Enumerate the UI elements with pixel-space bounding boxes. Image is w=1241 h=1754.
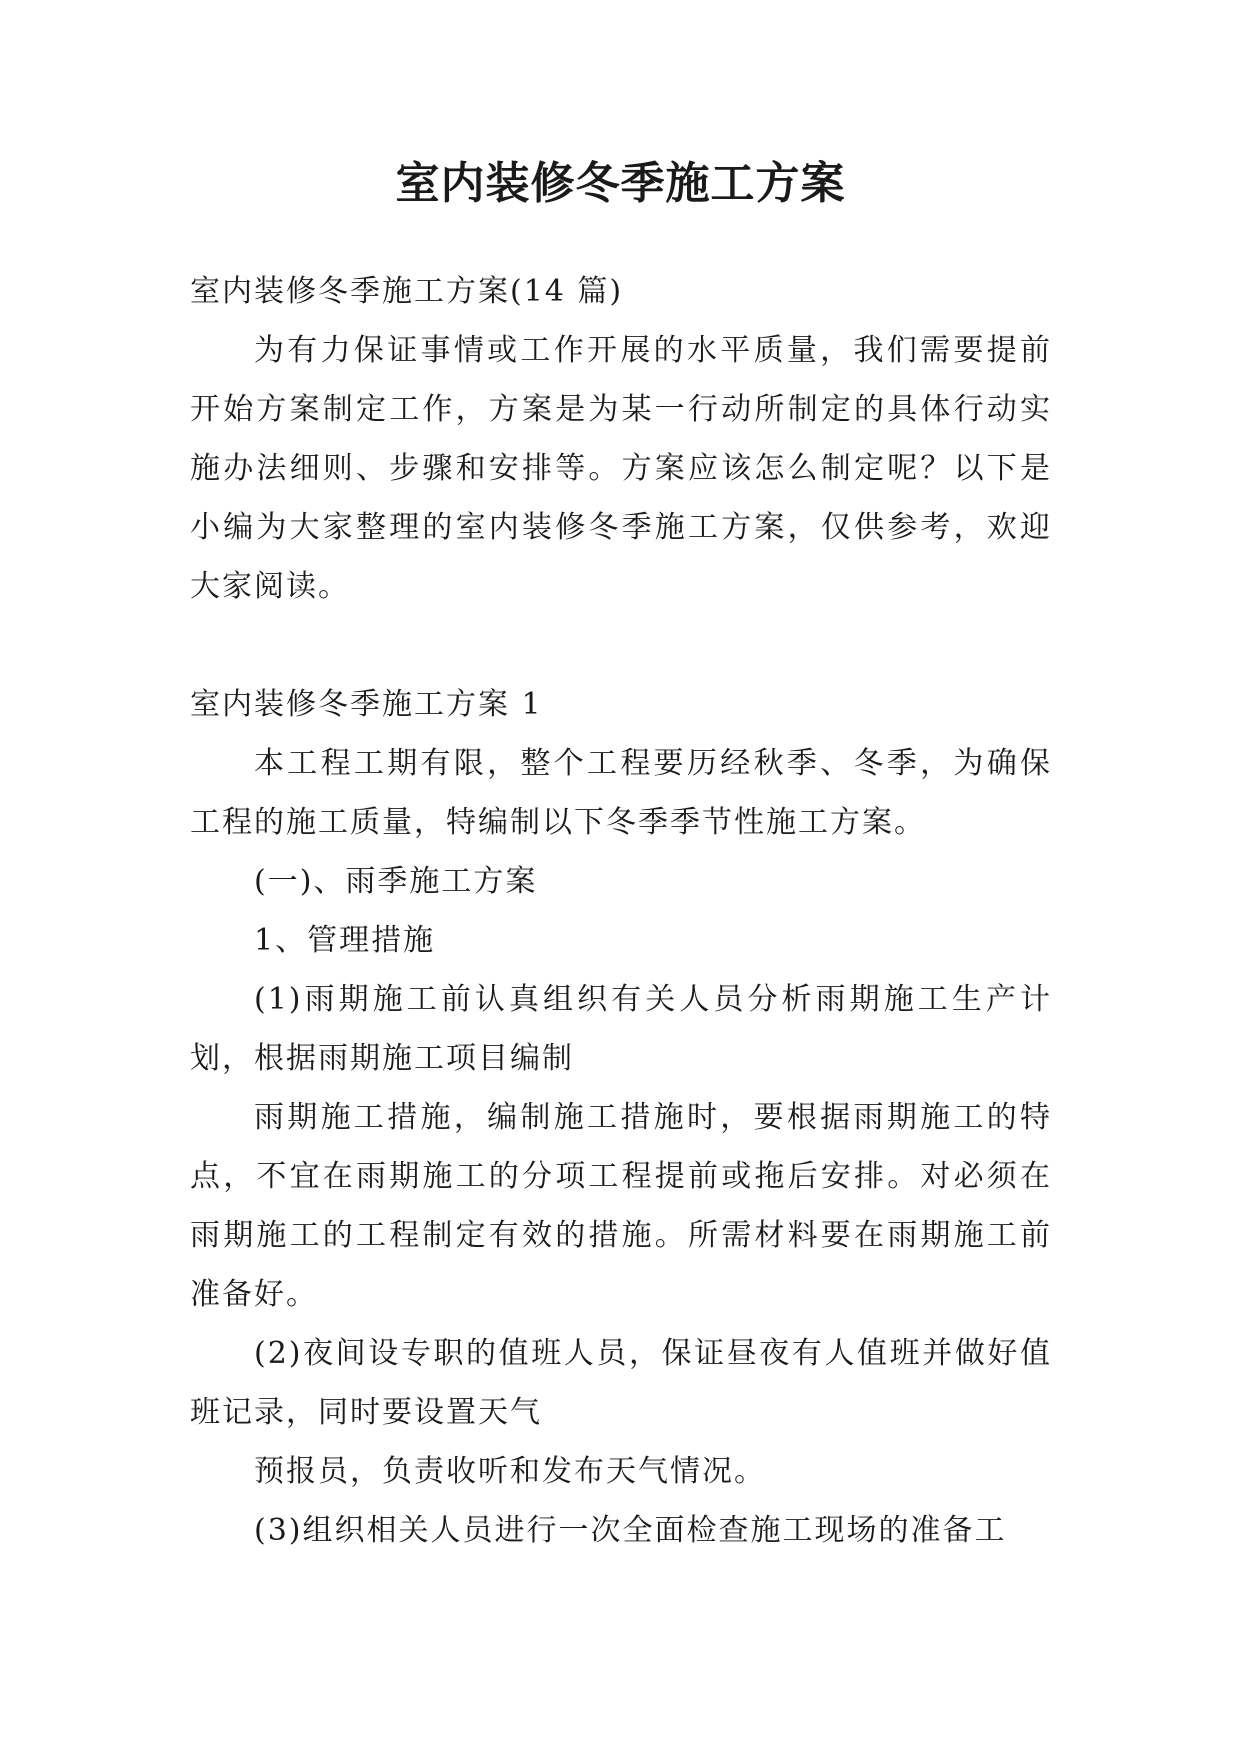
paragraph-item-2: (2)夜间设专职的值班人员，保证昼夜有人值班并做好值班记录，同时要设置天气: [190, 1336, 1052, 1430]
section-heading-1: 室内装修冬季施工方案 1: [190, 687, 543, 722]
intro-paragraph: 为有力保证事情或工作开展的水平质量，我们需要提前开始方案制定工作，方案是为某一行动所制定的具体行动实施办法细则、步骤和安排等。方案应该怎么制定呢？以下是小编为大家整理的室内装修冬季施工方案，仅供参考，欢迎大家阅读。: [190, 333, 1052, 604]
heading-rainy-season-plan: (一)、雨季施工方案: [254, 864, 538, 899]
section-spacer: [190, 616, 1052, 675]
heading-management-measures: 1、管理措施: [254, 923, 436, 958]
paragraph-project-overview: 本工程工期有限，整个工程要历经秋季、冬季，为确保工程的施工质量，特编制以下冬季季节性施工方案。: [190, 746, 1052, 840]
document-title: 室内装修冬季施工方案: [395, 158, 846, 209]
paragraph-item-1: (1)雨期施工前认真组织有关人员分析雨期施工生产计划，根据雨期施工项目编制: [190, 982, 1052, 1076]
paragraph-weather-forecaster: 预报员，负责收听和发布天气情况。: [254, 1454, 766, 1489]
document-subtitle: 室内装修冬季施工方案(14 篇): [190, 274, 624, 309]
paragraph-rain-measures: 雨期施工措施，编制施工措施时，要根据雨期施工的特点，不宜在雨期施工的分项工程提前或拖后安排。对必须在雨期施工的工程制定有效的措施。所需材料要在雨期施工前准备好。: [190, 1100, 1052, 1312]
document-body: [190, 262, 1052, 1560]
paragraph-item-3: (3)组织相关人员进行一次全面检查施工现场的准备工: [254, 1513, 1007, 1548]
